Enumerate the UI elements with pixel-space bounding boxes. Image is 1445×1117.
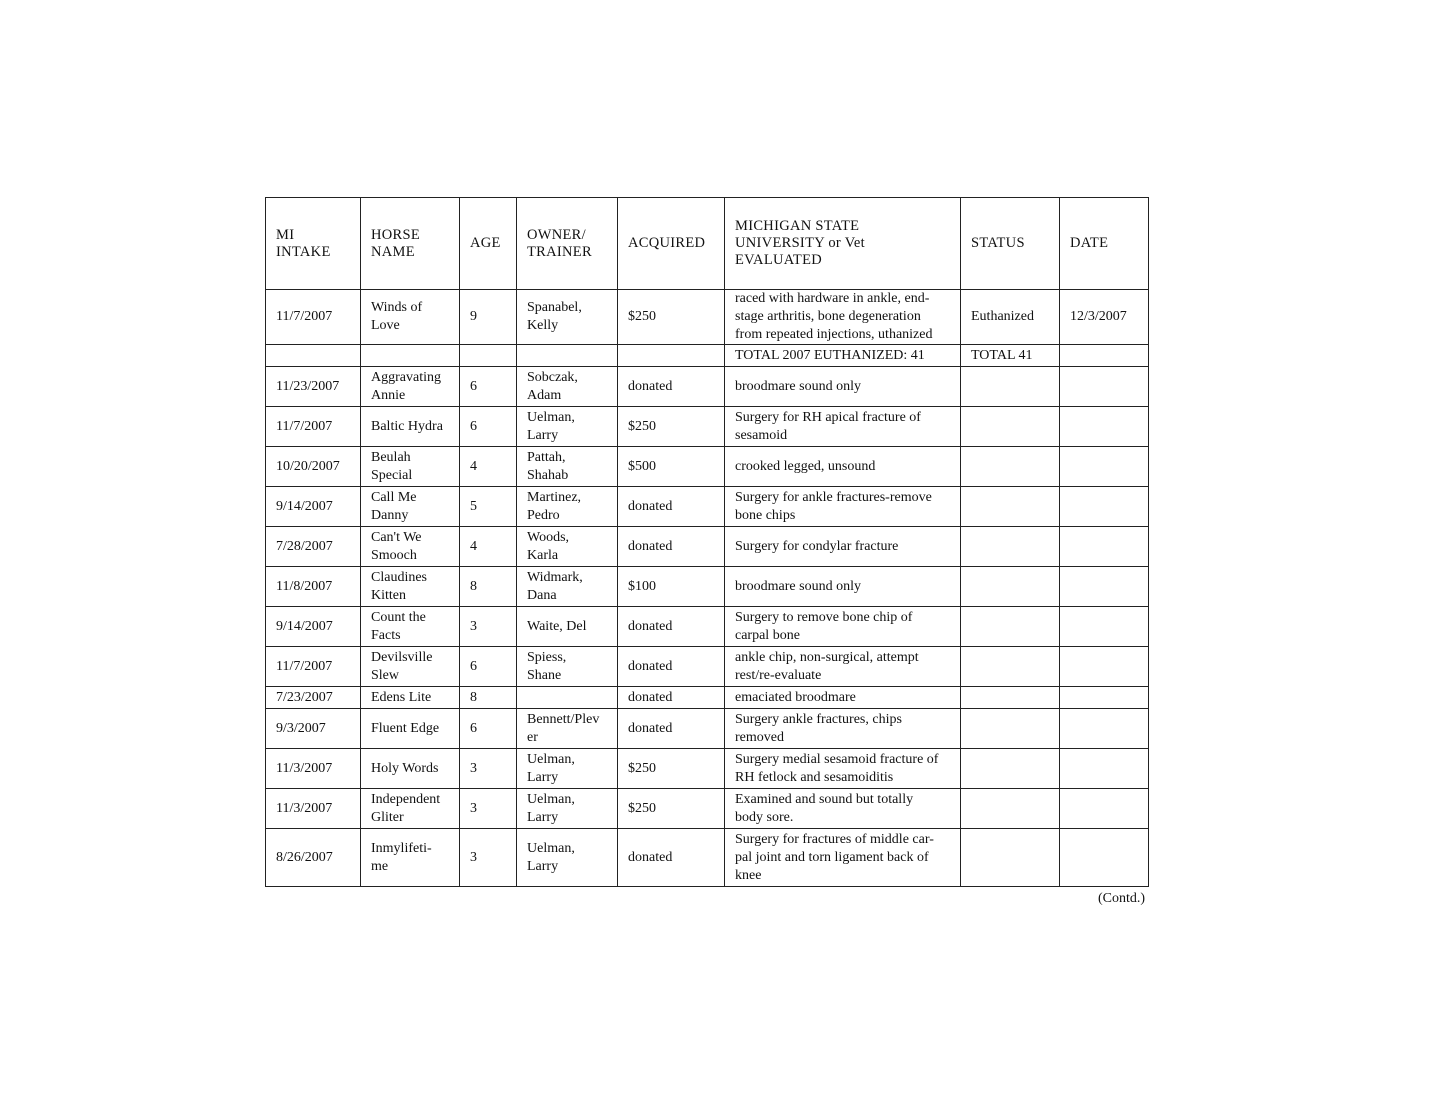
cell-status xyxy=(961,789,1060,829)
cell-horse-name: Claudines Kitten xyxy=(361,567,460,607)
cell-date xyxy=(1060,789,1149,829)
table-row xyxy=(266,709,1149,749)
cell-date xyxy=(1060,345,1149,367)
cell-date xyxy=(1060,567,1149,607)
cell-acquired: donated xyxy=(618,487,725,527)
cell-owner-trainer: Spanabel, Kelly xyxy=(517,290,618,345)
cell-age: 4 xyxy=(460,447,517,487)
cell-horse-name: Inmylifeti- me xyxy=(361,829,460,887)
cell-status xyxy=(961,527,1060,567)
table-row xyxy=(266,607,1149,647)
cell-age: 3 xyxy=(460,829,517,887)
table-body xyxy=(266,290,1149,887)
cell-evaluation: TOTAL 2007 EUTHANIZED: 41 xyxy=(725,345,961,367)
header-acquired: ACQUIRED xyxy=(618,198,725,290)
cell-acquired: $250 xyxy=(618,789,725,829)
cell-status xyxy=(961,687,1060,709)
cell-status xyxy=(961,407,1060,447)
cell-intake-date: 8/26/2007 xyxy=(266,829,361,887)
cell-intake-date: 9/14/2007 xyxy=(266,487,361,527)
table-row xyxy=(266,487,1149,527)
cell-horse-name: Edens Lite xyxy=(361,687,460,709)
cell-date xyxy=(1060,749,1149,789)
cell-age: 6 xyxy=(460,367,517,407)
cell-age xyxy=(460,345,517,367)
cell-age: 3 xyxy=(460,789,517,829)
cell-intake-date: 11/7/2007 xyxy=(266,290,361,345)
cell-evaluation: Surgery for ankle fractures-remove bone chips xyxy=(725,487,961,527)
cell-intake-date: 7/28/2007 xyxy=(266,527,361,567)
cell-evaluation: Examined and sound but totally body sore. xyxy=(725,789,961,829)
cell-intake-date: 11/8/2007 xyxy=(266,567,361,607)
cell-acquired: $500 xyxy=(618,447,725,487)
cell-acquired: donated xyxy=(618,607,725,647)
table-row xyxy=(266,647,1149,687)
cell-horse-name: Call Me Danny xyxy=(361,487,460,527)
cell-date xyxy=(1060,527,1149,567)
cell-owner-trainer: Spiess, Shane xyxy=(517,647,618,687)
cell-horse-name: Independent Gliter xyxy=(361,789,460,829)
cell-horse-name: Can't We Smooch xyxy=(361,527,460,567)
cell-owner-trainer: Uelman, Larry xyxy=(517,829,618,887)
cell-owner-trainer: Martinez, Pedro xyxy=(517,487,618,527)
cell-evaluation: raced with hardware in ankle, end- stage arthritis, bone degeneration from repeated injections, uthanized xyxy=(725,290,961,345)
cell-evaluation: broodmare sound only xyxy=(725,567,961,607)
cell-age: 8 xyxy=(460,687,517,709)
header-age: AGE xyxy=(460,198,517,290)
cell-status xyxy=(961,567,1060,607)
table-row xyxy=(266,829,1149,887)
cell-intake-date: 10/20/2007 xyxy=(266,447,361,487)
cell-intake-date: 11/7/2007 xyxy=(266,407,361,447)
cell-evaluation: ankle chip, non-surgical, attempt rest/re-evaluate xyxy=(725,647,961,687)
cell-owner-trainer xyxy=(517,687,618,709)
cell-intake-date: 7/23/2007 xyxy=(266,687,361,709)
cell-status: Euthanized xyxy=(961,290,1060,345)
cell-evaluation: Surgery for condylar fracture xyxy=(725,527,961,567)
table-row xyxy=(266,527,1149,567)
table-row xyxy=(266,749,1149,789)
cell-age: 8 xyxy=(460,567,517,607)
cell-date xyxy=(1060,687,1149,709)
cell-evaluation: Surgery to remove bone chip of carpal bone xyxy=(725,607,961,647)
header-owner-trainer: OWNER/ TRAINER xyxy=(517,198,618,290)
cell-horse-name: Beulah Special xyxy=(361,447,460,487)
cell-horse-name xyxy=(361,345,460,367)
cell-intake-date: 9/3/2007 xyxy=(266,709,361,749)
header-msu-evaluated: MICHIGAN STATE UNIVERSITY or Vet EVALUATED xyxy=(725,198,961,290)
cell-owner-trainer xyxy=(517,345,618,367)
cell-age: 5 xyxy=(460,487,517,527)
table-row xyxy=(266,367,1149,407)
cell-date xyxy=(1060,607,1149,647)
cell-age: 3 xyxy=(460,607,517,647)
header-row xyxy=(266,198,1149,290)
cell-acquired xyxy=(618,345,725,367)
cell-intake-date: 9/14/2007 xyxy=(266,607,361,647)
cell-acquired: donated xyxy=(618,527,725,567)
cell-owner-trainer: Pattah, Shahab xyxy=(517,447,618,487)
cell-owner-trainer: Widmark, Dana xyxy=(517,567,618,607)
cell-horse-name: Holy Words xyxy=(361,749,460,789)
cell-date: 12/3/2007 xyxy=(1060,290,1149,345)
cell-evaluation: emaciated broodmare xyxy=(725,687,961,709)
cell-date xyxy=(1060,407,1149,447)
cell-age: 9 xyxy=(460,290,517,345)
cell-status xyxy=(961,607,1060,647)
cell-age: 4 xyxy=(460,527,517,567)
cell-age: 6 xyxy=(460,647,517,687)
cell-age: 3 xyxy=(460,749,517,789)
cell-acquired: donated xyxy=(618,647,725,687)
cell-acquired: donated xyxy=(618,709,725,749)
cell-horse-name: Fluent Edge xyxy=(361,709,460,749)
cell-acquired: donated xyxy=(618,829,725,887)
cell-evaluation: Surgery medial sesamoid fracture of RH fetlock and sesamoiditis xyxy=(725,749,961,789)
cell-owner-trainer: Waite, Del xyxy=(517,607,618,647)
cell-status xyxy=(961,487,1060,527)
cell-evaluation: broodmare sound only xyxy=(725,367,961,407)
cell-acquired: donated xyxy=(618,367,725,407)
table-row xyxy=(266,407,1149,447)
cell-horse-name: Baltic Hydra xyxy=(361,407,460,447)
horse-intake-table xyxy=(265,197,1149,887)
table-row xyxy=(266,447,1149,487)
cell-evaluation: Surgery for RH apical fracture of sesamoid xyxy=(725,407,961,447)
cell-owner-trainer: Woods, Karla xyxy=(517,527,618,567)
cell-evaluation: Surgery for fractures of middle car- pal joint and torn ligament back of knee xyxy=(725,829,961,887)
cell-status xyxy=(961,447,1060,487)
header-horse-name: HORSE NAME xyxy=(361,198,460,290)
header-status: STATUS xyxy=(961,198,1060,290)
cell-evaluation: Surgery ankle fractures, chips removed xyxy=(725,709,961,749)
cell-owner-trainer: Sobczak, Adam xyxy=(517,367,618,407)
cell-acquired: $250 xyxy=(618,407,725,447)
header-date: DATE xyxy=(1060,198,1149,290)
cell-owner-trainer: Uelman, Larry xyxy=(517,789,618,829)
cell-owner-trainer: Bennett/Plev er xyxy=(517,709,618,749)
cell-horse-name: Winds of Love xyxy=(361,290,460,345)
cell-status xyxy=(961,647,1060,687)
cell-intake-date: 11/7/2007 xyxy=(266,647,361,687)
cell-status xyxy=(961,829,1060,887)
cell-acquired: $250 xyxy=(618,749,725,789)
cell-date xyxy=(1060,709,1149,749)
cell-owner-trainer: Uelman, Larry xyxy=(517,407,618,447)
table-row xyxy=(266,687,1149,709)
cell-evaluation: crooked legged, unsound xyxy=(725,447,961,487)
table-row xyxy=(266,290,1149,345)
cell-status xyxy=(961,367,1060,407)
cell-owner-trainer: Uelman, Larry xyxy=(517,749,618,789)
cell-horse-name: Count the Facts xyxy=(361,607,460,647)
cell-date xyxy=(1060,367,1149,407)
cell-intake-date: 11/23/2007 xyxy=(266,367,361,407)
continued-note: (Contd.) xyxy=(1098,891,1146,906)
cell-age: 6 xyxy=(460,407,517,447)
cell-age: 6 xyxy=(460,709,517,749)
header-mi-intake: MI INTAKE xyxy=(266,198,361,290)
cell-status xyxy=(961,749,1060,789)
cell-acquired: donated xyxy=(618,687,725,709)
table-row xyxy=(266,567,1149,607)
cell-horse-name: Devilsville Slew xyxy=(361,647,460,687)
cell-acquired: $100 xyxy=(618,567,725,607)
cell-intake-date: 11/3/2007 xyxy=(266,789,361,829)
cell-date xyxy=(1060,647,1149,687)
cell-intake-date: 11/3/2007 xyxy=(266,749,361,789)
table-row xyxy=(266,789,1149,829)
cell-date xyxy=(1060,487,1149,527)
cell-intake-date xyxy=(266,345,361,367)
cell-horse-name: Aggravating Annie xyxy=(361,367,460,407)
cell-date xyxy=(1060,447,1149,487)
cell-acquired: $250 xyxy=(618,290,725,345)
total-row xyxy=(266,345,1149,367)
cell-status: TOTAL 41 xyxy=(961,345,1060,367)
cell-date xyxy=(1060,829,1149,887)
cell-status xyxy=(961,709,1060,749)
